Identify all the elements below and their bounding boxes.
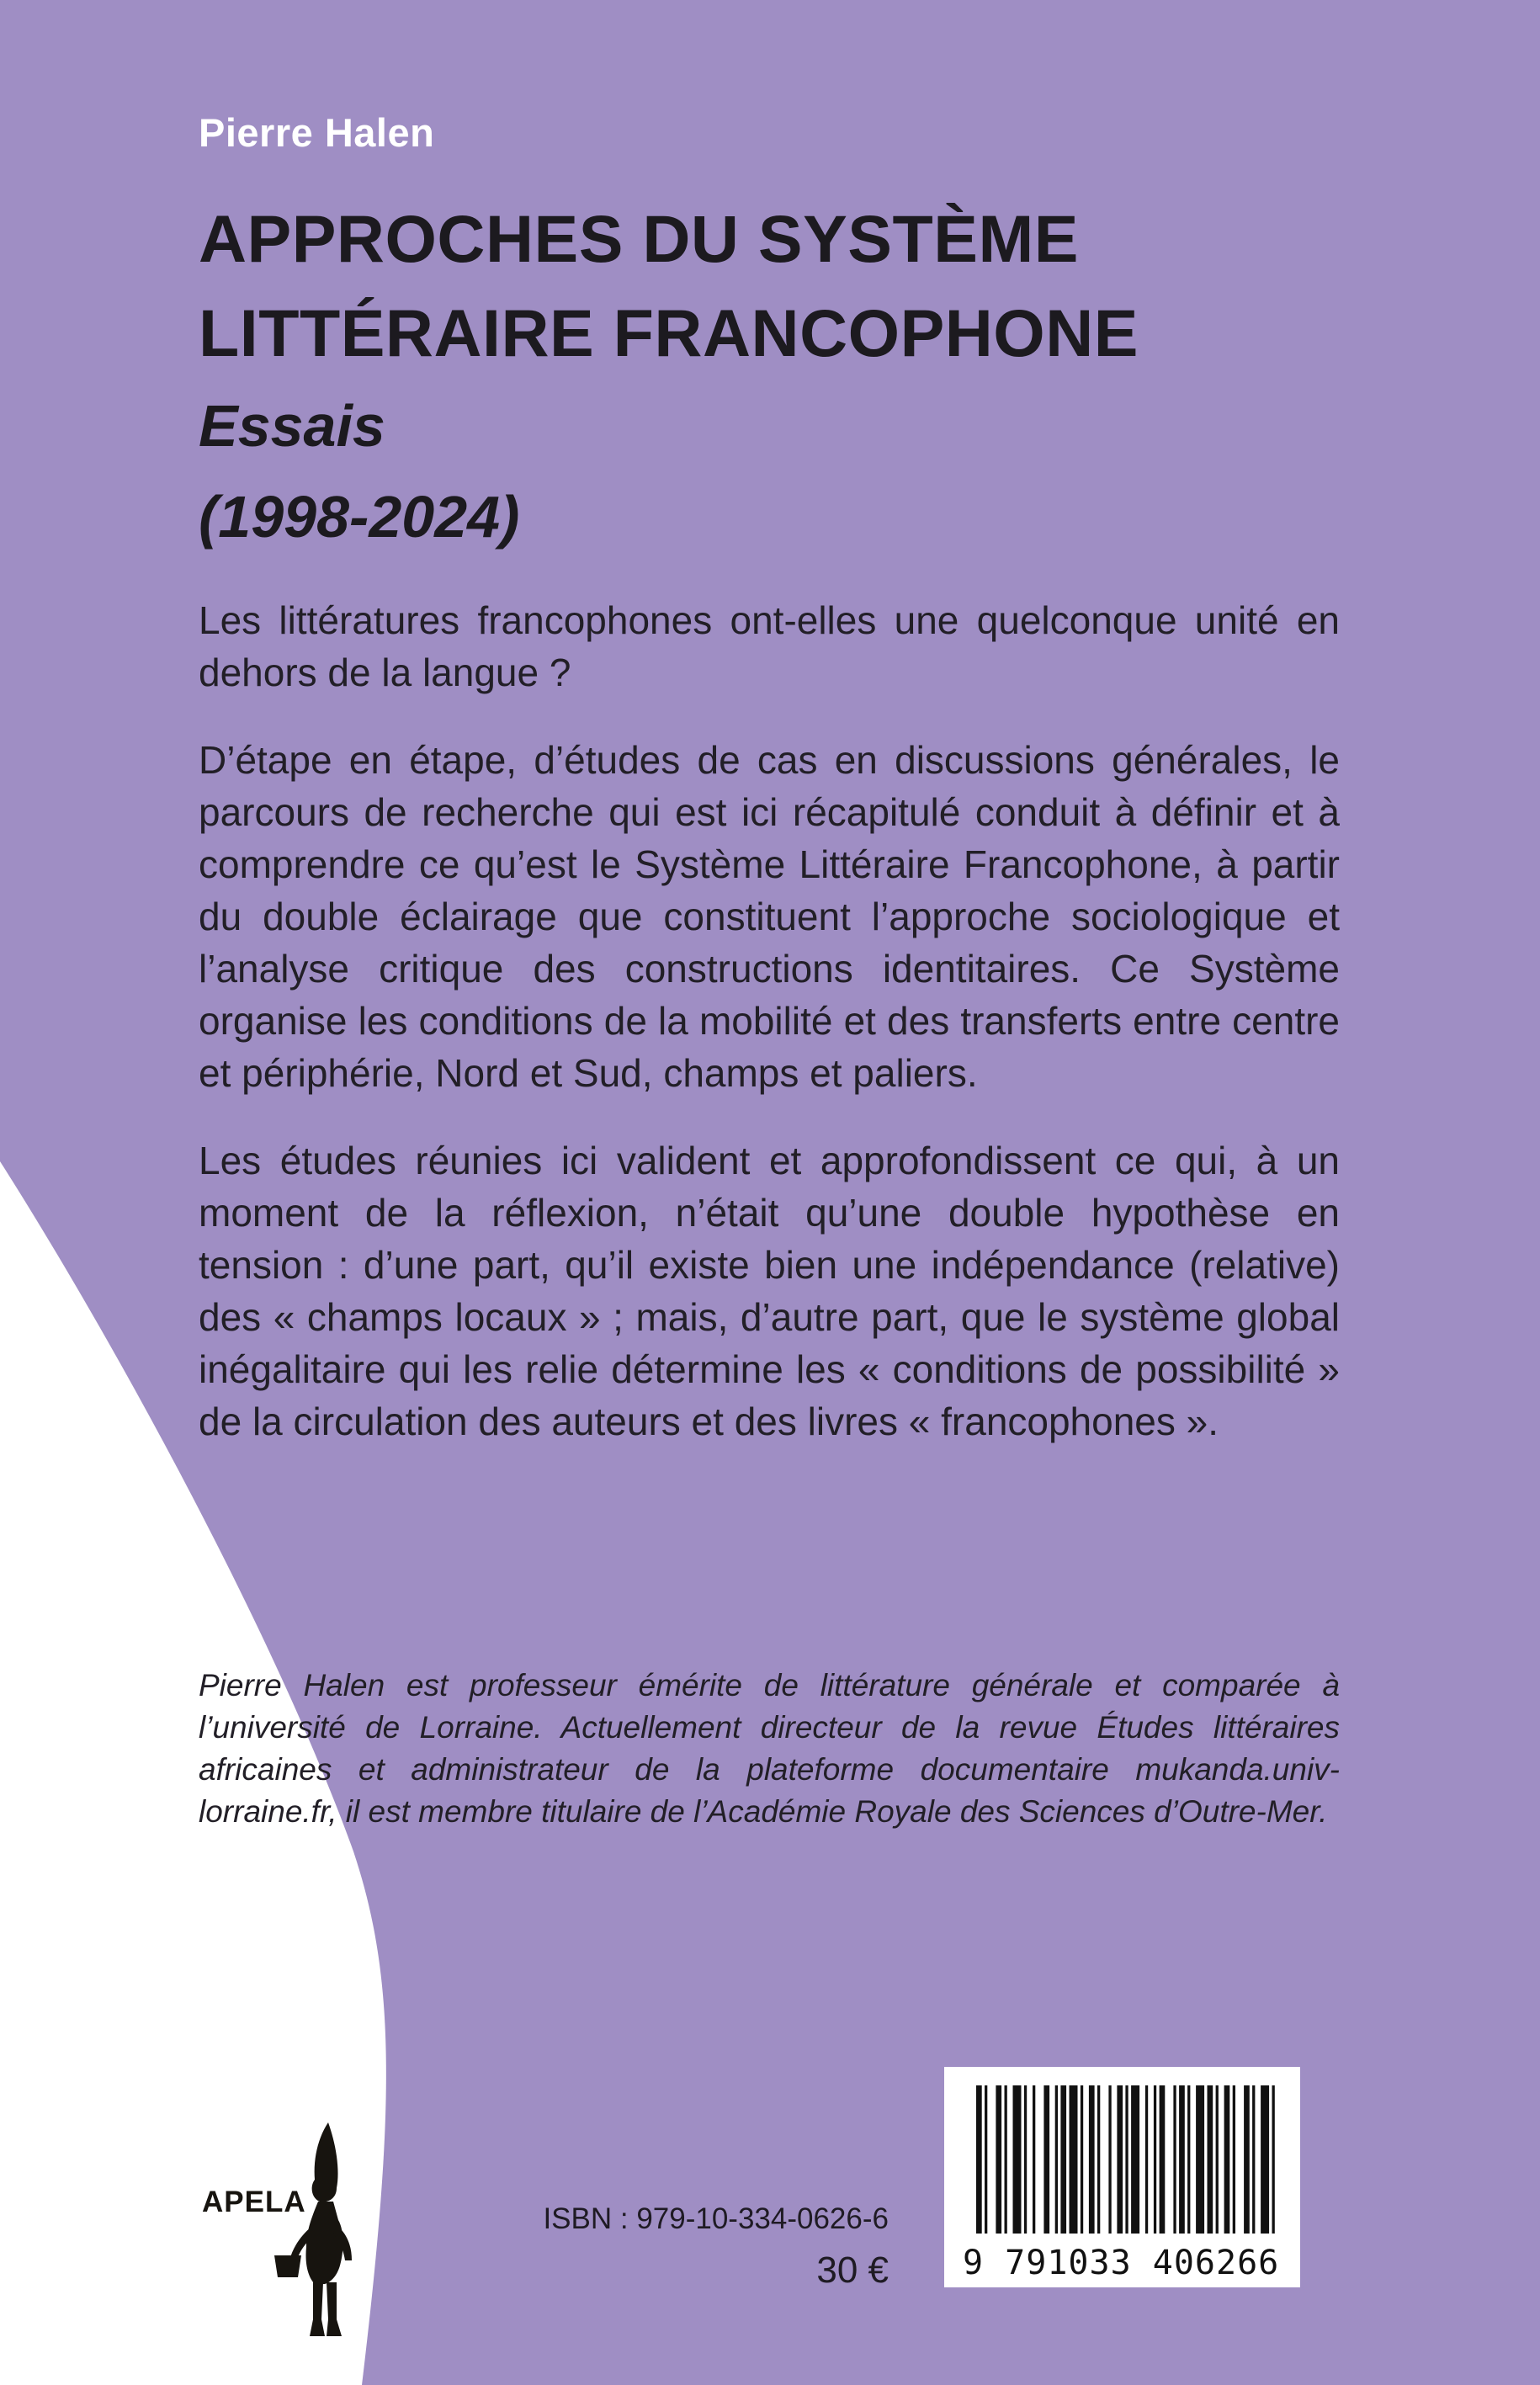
barcode-bar: [1145, 2085, 1148, 2234]
barcode-bar: [1097, 2085, 1100, 2234]
barcode-digits: 9 791033 406266: [963, 2244, 1280, 2282]
blurb-paragraph-2: D’étape en étape, d’études de cas en discussions générales, le parcours de recherche qui est ici récapitulé conduit à définir et à comprendre ce qu’est le Système Littéraire Francophone, à partir du double éclairage que constituent l’approche sociologique et l’analyse critique des constructions identitaires. Ce Système organise les conditions de la mobilité et des transferts entre centre et périphérie, Nord et Sud, champs et paliers.: [199, 738, 1340, 1095]
barcode-bar: [1108, 2085, 1111, 2234]
price-text: 30 €: [816, 2250, 889, 2291]
barcode-bar: [985, 2085, 987, 2234]
barcode-bar: [1117, 2085, 1123, 2234]
barcode-bar: [1005, 2085, 1007, 2234]
barcode-bar: [1261, 2085, 1269, 2234]
bio-author-name: Pierre Halen: [199, 1668, 385, 1702]
book-subtitle: Essais: [199, 393, 385, 459]
barcode-bar: [1196, 2085, 1204, 2234]
publisher-logo: [202, 2121, 387, 2348]
barcode-bar: [1043, 2085, 1049, 2234]
barcode-bar: [976, 2085, 982, 2234]
book-dates: (1998-2024): [199, 484, 520, 550]
barcode: [944, 2067, 1300, 2287]
title-block: [199, 192, 1139, 562]
barcode-bar: [1160, 2085, 1166, 2234]
barcode-bar: [1252, 2085, 1255, 2234]
author-name: Pierre Halen: [199, 110, 435, 155]
barcode-bar: [1055, 2085, 1058, 2234]
bio-text: est professeur émérite de littérature générale et comparée à l’université de Lorraine. Actuellement directeur de la revue Études littéraires africaines et administrateur de la plateforme documentaire mukanda.univ-lorraine.fr, il est membre titulaire de l’Académie Royale des Sciences d’Outre-Mer.: [199, 1668, 1340, 1829]
barcode-bar: [1216, 2085, 1219, 2234]
barcode-bar: [1131, 2085, 1139, 2234]
barcode-bar: [1060, 2085, 1066, 2234]
book-title-line-1: APPROCHES DU SYSTÈME: [199, 201, 1079, 276]
isbn-text: ISBN : 979-10-334-0626-6: [543, 2202, 889, 2235]
barcode-bar: [1208, 2085, 1213, 2234]
barcode-bar: [1187, 2085, 1190, 2234]
barcode-bar: [1173, 2085, 1176, 2234]
blurb-paragraph-1: Les littératures francophones ont-elles une quelconque unité en dehors de la langue ?: [199, 598, 1340, 694]
barcode-graphic: [944, 2067, 1300, 2287]
barcode-bar: [1089, 2085, 1095, 2234]
barcode-bar: [1233, 2085, 1235, 2234]
carved-figure-icon: [202, 2121, 387, 2348]
barcode-bar: [1033, 2085, 1035, 2234]
barcode-bar: [1224, 2085, 1230, 2234]
author-bio: [199, 1665, 1340, 1833]
barcode-bar: [996, 2085, 1001, 2234]
barcode-bar: [1024, 2085, 1027, 2234]
barcode-bar: [1179, 2085, 1185, 2234]
barcode-bar: [1070, 2085, 1078, 2234]
book-title-line-2: LITTÉRAIRE FRANCOPHONE: [199, 295, 1139, 370]
blurb-paragraph-3: Les études réunies ici valident et approfondissent ce qui, à un moment de la réflexion, n’était qu’une double hypothèse en tension : d’une part, qu’il existe bien une indépendance (relative) des « champs locaux » ; mais, d’autre part, que le système global inégalitaire qui les relie détermine les « conditions de possibilité » de la circulation des auteurs et des livres « francophones ».: [199, 1139, 1340, 1443]
publisher-logo-text: APELA: [202, 2186, 306, 2218]
barcode-bar: [1013, 2085, 1022, 2234]
barcode-bar: [1081, 2085, 1083, 2234]
barcode-bar: [1244, 2085, 1250, 2234]
back-cover-blurb: [199, 594, 1340, 1483]
barcode-bar: [1125, 2085, 1128, 2234]
barcode-bar: [1154, 2085, 1156, 2234]
barcode-bar: [1272, 2085, 1275, 2234]
